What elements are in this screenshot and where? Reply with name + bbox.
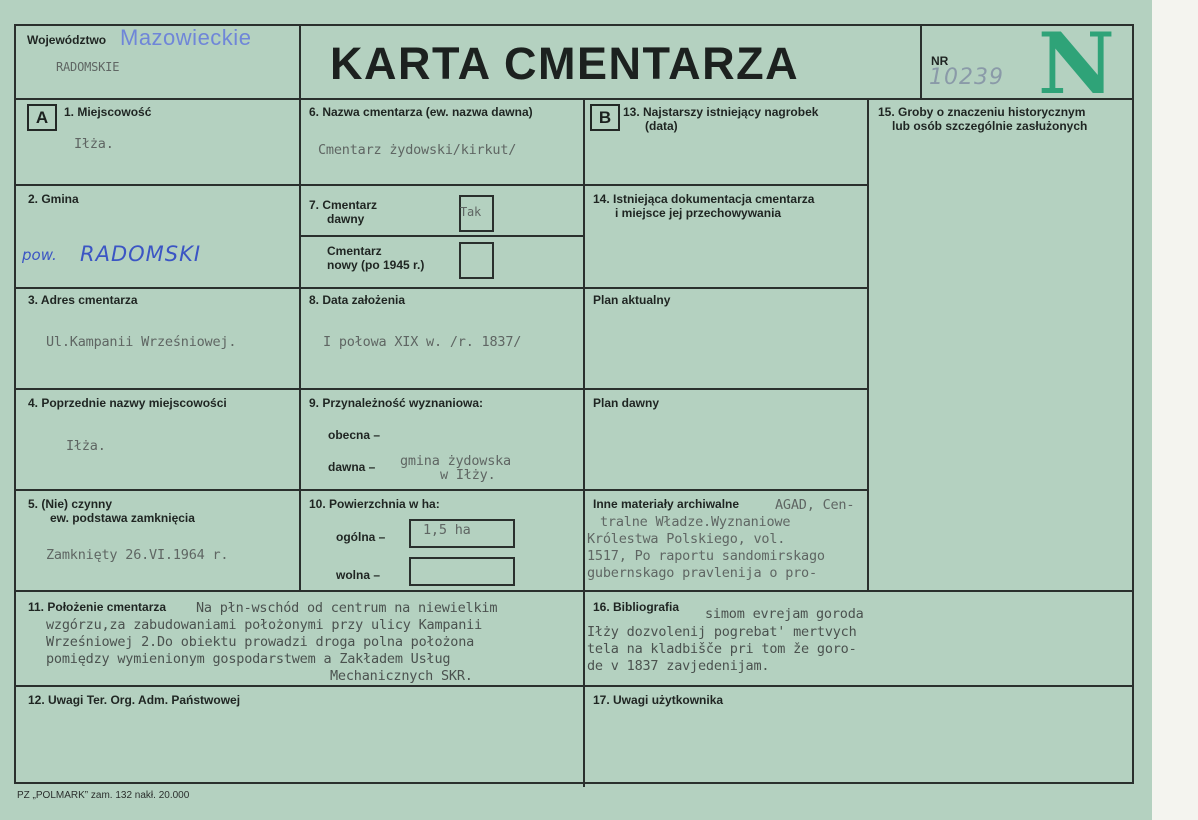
field-4-label: 4. Poprzednie nazwy miejscowości bbox=[28, 396, 227, 410]
field-10-ogolna-label: ogólna – bbox=[336, 530, 386, 544]
plan-dawny-label: Plan dawny bbox=[593, 396, 660, 410]
field-7-dawny-value: Tak bbox=[460, 205, 482, 219]
printer-imprint: PZ „POLMARK” zam. 132 nakł. 20.000 bbox=[17, 790, 190, 801]
wojewodztwo-typed: RADOMSKIE bbox=[56, 60, 120, 74]
wojewodztwo-label: Województwo bbox=[27, 33, 107, 47]
field-10-ogolna-value: 1,5 ha bbox=[423, 522, 471, 538]
field-11-label: 11. Położenie cmentarza bbox=[28, 600, 167, 614]
field-11-line: Na płn-wschód od centrum na niewielkim bbox=[196, 600, 498, 616]
field-6-label: 6. Nazwa cmentarza (ew. nazwa dawna) bbox=[309, 105, 533, 119]
field-2-prefix: pow. bbox=[22, 246, 57, 264]
field-11-line: Wrześniowej 2.Do obiektu prowadzi droga polna położona bbox=[46, 634, 475, 650]
inne-materialy-line: 1517, Po raportu sandomirskago bbox=[587, 548, 825, 564]
field-7-dawny-box bbox=[459, 195, 494, 232]
inne-materialy-line: Królestwa Polskiego, vol. bbox=[587, 531, 786, 547]
field-5-label-1: 5. (Nie) czynny bbox=[28, 497, 113, 511]
field-9-obecna-label: obecna – bbox=[328, 428, 381, 442]
inne-materialy-line: tralne Władze.Wyznaniowe bbox=[600, 514, 791, 530]
field-3-value: Ul.Kampanii Wrześniowej. bbox=[46, 334, 237, 350]
nr-label: NR bbox=[931, 54, 949, 68]
field-5-value: Zamknięty 26.VI.1964 r. bbox=[46, 547, 229, 563]
field-7-dawny-label-2: dawny bbox=[327, 212, 365, 226]
field-4-value: Iłża. bbox=[66, 438, 106, 454]
inne-materialy-line: gubernskago pravlenija o pro- bbox=[587, 565, 817, 581]
field-16-line: tela na kladbišče pri tom že goro- bbox=[587, 641, 857, 657]
wojewodztwo-stamp: Mazowieckie bbox=[120, 25, 252, 50]
field-9-dawna-value-2: w Iłży. bbox=[440, 467, 496, 483]
field-10-ogolna-box bbox=[409, 519, 515, 548]
field-1-value: Iłża. bbox=[74, 136, 114, 152]
field-16-line: simom evrejam goroda bbox=[705, 606, 864, 622]
plan-aktualny-label: Plan aktualny bbox=[593, 293, 671, 307]
inne-materialy-label: Inne materiały archiwalne bbox=[593, 497, 740, 511]
stamp-letter: N bbox=[1038, 14, 1115, 113]
field-6-value: Cmentarz żydowski/kirkut/ bbox=[318, 142, 517, 158]
field-5-label-2: ew. podstawa zamknięcia bbox=[50, 511, 195, 525]
inne-materialy-line: AGAD, Cen- bbox=[775, 497, 855, 513]
field-8-value: I połowa XIX w. /r. 1837/ bbox=[323, 334, 522, 350]
field-12-label: 12. Uwagi Ter. Org. Adm. Państwowej bbox=[28, 693, 241, 707]
field-16-label: 16. Bibliografia bbox=[593, 600, 680, 614]
section-a-marker: A bbox=[27, 104, 57, 131]
field-9-dawna-label: dawna – bbox=[328, 460, 376, 474]
field-11-line: Mechanicznych SKR. bbox=[330, 668, 473, 684]
section-b-marker: B bbox=[590, 104, 620, 131]
field-9-dawna-value-1: gmina żydowska bbox=[400, 453, 511, 469]
field-1-label: 1. Miejscowość bbox=[64, 105, 152, 119]
field-15-label-1: 15. Groby o znaczeniu historycznym bbox=[878, 105, 1086, 119]
field-7-nowy-label-2: nowy (po 1945 r.) bbox=[327, 258, 425, 272]
field-7-dawny-label-1: 7. Cmentarz bbox=[309, 198, 378, 212]
field-13-label-1: 13. Najstarszy istniejący nagrobek bbox=[623, 105, 819, 119]
field-13-label-2: (data) bbox=[645, 119, 678, 133]
page-title: KARTA CMENTARZA bbox=[330, 38, 800, 89]
nr-value: 10239 bbox=[929, 65, 1004, 90]
field-16-line: de v 1837 zavjedenijam. bbox=[587, 658, 770, 674]
field-2-label: 2. Gmina bbox=[28, 192, 79, 206]
field-10-wolna-box bbox=[409, 557, 515, 586]
field-11-line: wzgórzu,za zabudowaniami położonymi przy ulicy Kampanii bbox=[46, 617, 483, 633]
field-3-label: 3. Adres cmentarza bbox=[28, 293, 138, 307]
field-16-line: Iłży dozvolenij pogrebat' mertvych bbox=[587, 624, 857, 640]
field-14-label-1: 14. Istniejąca dokumentacja cmentarza bbox=[593, 192, 815, 206]
field-2-value: RADOMSKI bbox=[80, 242, 202, 266]
field-17-label: 17. Uwagi użytkownika bbox=[593, 693, 724, 707]
field-9-label: 9. Przynależność wyznaniowa: bbox=[309, 396, 484, 410]
field-7-nowy-box bbox=[459, 242, 494, 279]
field-7-nowy-label-1: Cmentarz bbox=[327, 244, 382, 258]
field-11-line: pomiędzy wymienionym gospodarstwem a Zakładem Usług bbox=[46, 651, 451, 667]
field-15-label-2: lub osób szczególnie zasłużonych bbox=[892, 119, 1088, 133]
field-8-label: 8. Data założenia bbox=[309, 293, 406, 307]
field-10-label: 10. Powierzchnia w ha: bbox=[309, 497, 440, 511]
field-10-wolna-label: wolna – bbox=[336, 568, 381, 582]
field-14-label-2: i miejsce jej przechowywania bbox=[615, 206, 782, 220]
